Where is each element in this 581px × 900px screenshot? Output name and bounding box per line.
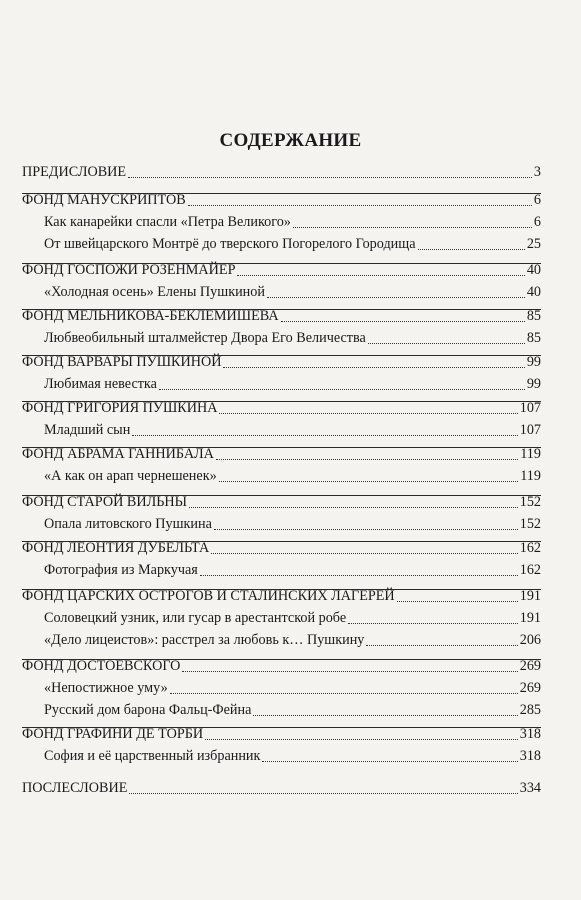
- toc-section-entry[interactable]: [22, 260, 541, 280]
- toc-page-number: 40: [526, 284, 541, 300]
- dot-leader: [281, 321, 525, 322]
- toc-entry-title: Русский дом барона Фальц-Фейна: [44, 702, 252, 718]
- toc-page-number: 25: [526, 236, 541, 252]
- toc-subentry[interactable]: [44, 234, 541, 254]
- toc-entry-title: ПРЕДИСЛОВИЕ: [22, 164, 127, 180]
- toc-section-entry[interactable]: [22, 444, 541, 464]
- dot-leader: [205, 739, 518, 740]
- toc-subentry[interactable]: [44, 420, 541, 440]
- toc-entry-title: Младший сын: [44, 422, 131, 438]
- toc-page-number: 285: [519, 702, 541, 718]
- dot-leader: [253, 715, 517, 716]
- toc-entry-title: Соловецкий узник, или гусар в арестантской робе: [44, 610, 347, 626]
- toc-entry-title: ФОНД ЦАРСКИХ ОСТРОГОВ И СТАЛИНСКИХ ЛАГЕРЕЙ: [22, 588, 395, 604]
- toc-entry-title: Опала литовского Пушкина: [44, 516, 212, 532]
- dot-leader: [182, 671, 517, 672]
- toc-page-number: 99: [526, 354, 541, 370]
- toc-entry-title: София и её царственный избранник: [44, 748, 261, 764]
- dot-leader: [132, 435, 517, 436]
- toc-entry-title: ФОНД ДОСТОЕВСКОГО: [22, 658, 181, 674]
- toc-subentry[interactable]: [44, 700, 541, 720]
- toc-page-number: 269: [519, 680, 541, 696]
- dot-leader: [214, 529, 518, 530]
- toc-section-entry[interactable]: [22, 306, 541, 326]
- dot-leader: [200, 575, 518, 576]
- dot-leader: [418, 249, 525, 250]
- toc-subentry[interactable]: [44, 560, 541, 580]
- toc-entry-title: ФОНД СТАРОЙ ВИЛЬНЫ: [22, 494, 187, 510]
- dot-leader: [170, 693, 518, 694]
- toc-page-number: 6: [533, 192, 541, 208]
- dot-leader: [128, 177, 532, 178]
- toc-subentry[interactable]: [44, 374, 541, 394]
- dot-leader: [159, 389, 525, 390]
- toc-page-number: 318: [519, 726, 541, 742]
- toc-entry-title: «А как он арап чернешенек»: [44, 468, 217, 484]
- toc-entry-title: «Непостижное уму»: [44, 680, 168, 696]
- toc-page-number: 191: [519, 588, 541, 604]
- dot-leader: [223, 367, 524, 368]
- toc-page-number: 152: [519, 516, 541, 532]
- dot-leader: [267, 297, 525, 298]
- toc-entry-title: ФОНД ГРИГОРИЯ ПУШКИНА: [22, 400, 218, 416]
- dot-leader: [188, 205, 532, 206]
- toc-entry-title: ФОНД ГРАФИНИ ДЕ ТОРБИ: [22, 726, 204, 742]
- toc-page-number: 318: [519, 748, 541, 764]
- dot-leader: [293, 227, 532, 228]
- toc-page-number: 107: [519, 400, 541, 416]
- dot-leader: [219, 413, 517, 414]
- dot-leader: [211, 553, 517, 554]
- toc-entry-title: ФОНД ГОСПОЖИ РОЗЕНМАЙЕР: [22, 262, 236, 278]
- toc-section-entry[interactable]: [22, 724, 541, 744]
- toc-section-entry[interactable]: [22, 190, 541, 210]
- dot-leader: [397, 601, 518, 602]
- toc-subentry[interactable]: [44, 608, 541, 628]
- toc-page-number: 85: [526, 308, 541, 324]
- toc-page-number: 85: [526, 330, 541, 346]
- dot-leader: [129, 793, 517, 794]
- toc-entry-title: Любимая невестка: [44, 376, 157, 392]
- toc-page-number: 107: [519, 422, 541, 438]
- dot-leader: [348, 623, 518, 624]
- toc-page-number: 119: [520, 468, 541, 484]
- dot-leader: [262, 761, 517, 762]
- toc-entry-title: Как канарейки спасли «Петра Великого»: [44, 214, 291, 230]
- toc-page-number: 99: [526, 376, 541, 392]
- toc-entry-title: ФОНД МЕЛЬНИКОВА-БЕКЛЕМИШЕВА: [22, 308, 279, 324]
- toc-page-number: 152: [519, 494, 541, 510]
- toc-subentry[interactable]: [44, 746, 541, 766]
- toc-section-entry[interactable]: [22, 492, 541, 512]
- toc-entry-title: ФОНД МАНУСКРИПТОВ: [22, 192, 186, 208]
- toc-section-entry[interactable]: [22, 538, 541, 558]
- toc-section-entry[interactable]: [22, 398, 541, 418]
- toc-subentry[interactable]: [44, 282, 541, 302]
- toc-subentry[interactable]: [44, 630, 541, 650]
- dot-leader: [368, 343, 525, 344]
- toc-section-entry[interactable]: [22, 352, 541, 372]
- toc-subentry[interactable]: [44, 514, 541, 534]
- toc-page-number: 40: [526, 262, 541, 278]
- toc-section-entry[interactable]: [22, 162, 541, 182]
- toc-subentry[interactable]: [44, 466, 541, 486]
- toc-section-entry[interactable]: [22, 656, 541, 676]
- dot-leader: [366, 645, 517, 646]
- toc-page-number: 269: [519, 658, 541, 674]
- dot-leader: [219, 481, 519, 482]
- toc-page-number: 119: [520, 446, 541, 462]
- toc-section-entry[interactable]: [22, 778, 541, 798]
- dot-leader: [237, 275, 524, 276]
- toc-entry-title: ФОНД ВАРВАРЫ ПУШКИНОЙ: [22, 354, 222, 370]
- toc-entry-title: «Холодная осень» Елены Пушкиной: [44, 284, 265, 300]
- toc-entry-title: «Дело лицеистов»: расстрел за любовь к… Пушкину: [44, 632, 365, 648]
- toc-entry-title: Любвеобильный шталмейстер Двора Его Величества: [44, 330, 366, 346]
- toc-entry-title: ФОНД АБРАМА ГАННИБАЛА: [22, 446, 214, 462]
- toc-entry-title: Фотография из Маркучая: [44, 562, 198, 578]
- toc-entry-title: От швейцарского Монтрё до тверского Погорелого Городища: [44, 236, 416, 252]
- dot-leader: [216, 459, 518, 460]
- toc-page-number: 162: [519, 540, 541, 556]
- toc-page-number: 206: [519, 632, 541, 648]
- toc-entry-title: ПОСЛЕСЛОВИЕ: [22, 780, 128, 796]
- contents-title: СОДЕРЖАНИЕ: [219, 130, 362, 151]
- toc-page-number: 3: [533, 164, 541, 180]
- dot-leader: [189, 507, 518, 508]
- toc-page-number: 334: [519, 780, 541, 796]
- toc-page-number: 162: [519, 562, 541, 578]
- toc-subentry[interactable]: [44, 328, 541, 348]
- toc-section-entry[interactable]: [22, 586, 541, 606]
- toc-entry-title: ФОНД ЛЕОНТИЯ ДУБЕЛЬТА: [22, 540, 210, 556]
- toc-subentry[interactable]: [44, 212, 541, 232]
- toc-page-number: 191: [519, 610, 541, 626]
- toc-subentry[interactable]: [44, 678, 541, 698]
- toc-page-number: 6: [533, 214, 541, 230]
